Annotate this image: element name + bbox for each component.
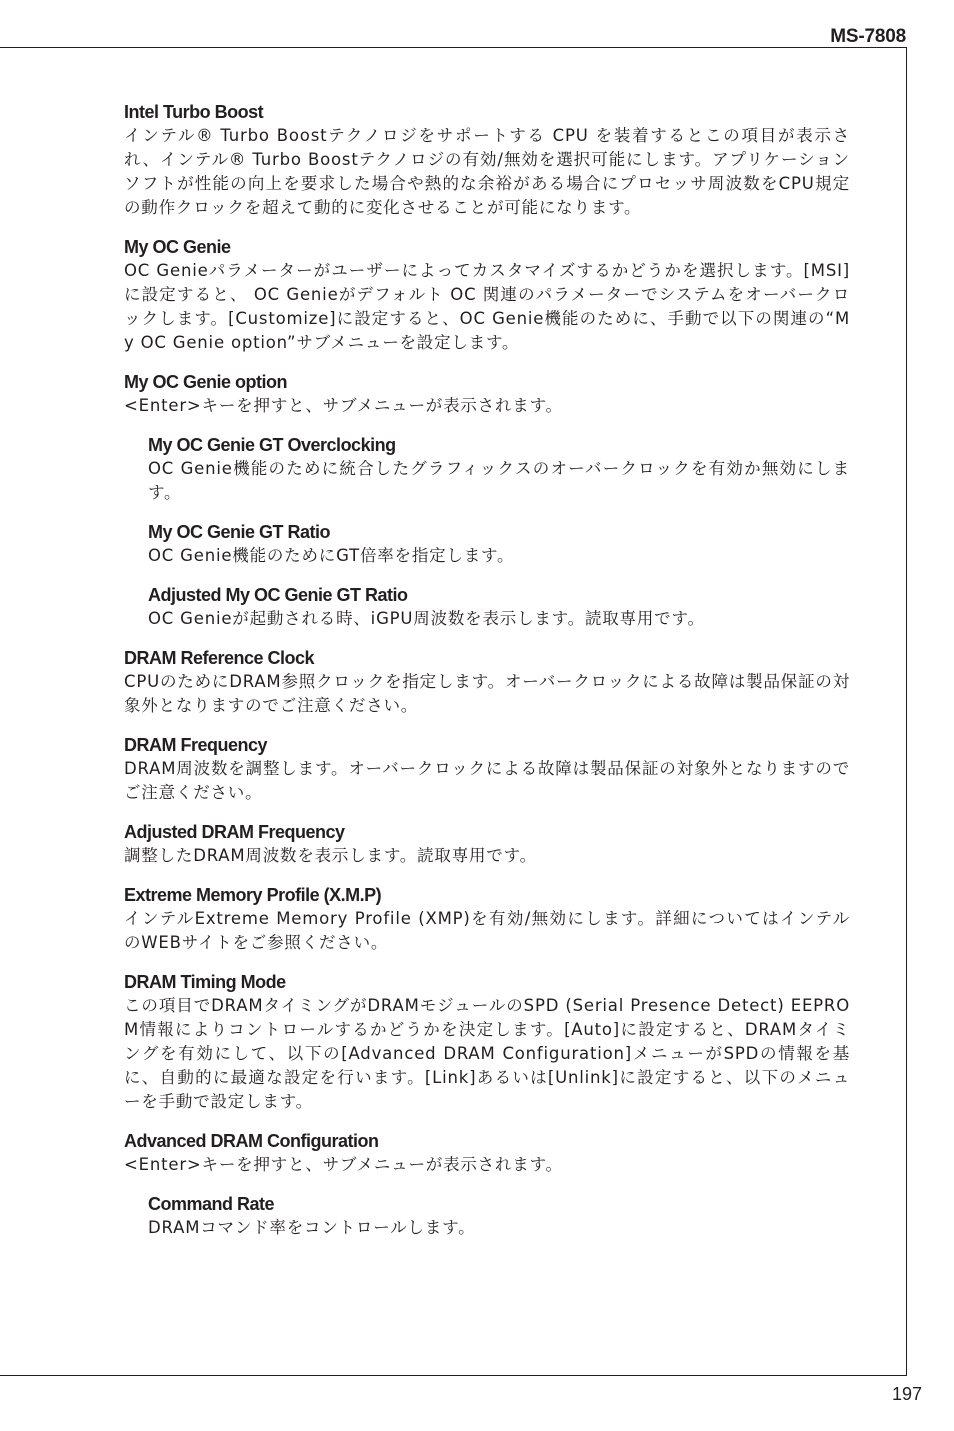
section-title: My OC Genie GT Ratio (148, 522, 331, 542)
section-advanced-dram-configuration (124, 1130, 850, 1177)
footer-rule (0, 1375, 907, 1376)
section-body: <Enter>キーを押すと、サブメニューが表示されます。 (124, 1155, 563, 1174)
section-title: DRAM Reference Clock (124, 648, 315, 668)
section-body: OC Genieパラメーターがユーザーによってカスタマイズするかどうかを選択します。[MSI]に設定すると、 OC Genieがデフォルト OC 関連のパラメーターでシステムをオーバークロックします。[Customize]に設定すると、OC Genie機能のために、手動で以下の関連の“My OC Genie option”サブメニューを設定します。 (124, 261, 850, 352)
section-dram-timing-mode (124, 971, 850, 1114)
section-title: My OC Genie (124, 237, 231, 257)
section-my-oc-genie (124, 236, 850, 355)
section-title: My OC Genie option (124, 372, 288, 392)
page-content (124, 101, 850, 1256)
section-title: Adjusted My OC Genie GT Ratio (148, 585, 408, 605)
section-dram-frequency (124, 734, 850, 805)
page-number: 197 (891, 1384, 922, 1404)
section-body: CPUのためにDRAM参照クロックを指定します。オーバークロックによる故障は製品保証の対象外となりますのでご注意ください。 (124, 672, 850, 715)
section-body: この項目でDRAMタイミングがDRAMモジュールのSPD (Serial Presence Detect) EEPROM情報によりコントロールするかどうかを決定します。[Auto]に設定すると、DRAMタイミングを有効にして、以下の[Advanced DRAM Configuration]メニューがSPDの情報を基に、自動的に最適な設定を行います。[Link]あるいは[Unlink]に設定すると、以下のメニューを手動で設定します。 (124, 996, 850, 1111)
section-title: Intel Turbo Boost (124, 102, 264, 122)
section-my-oc-genie-option (124, 371, 850, 418)
model-number: MS-7808 (830, 26, 906, 47)
section-title: Advanced DRAM Configuration (124, 1131, 379, 1151)
header-rule (0, 47, 907, 48)
section-xmp (124, 884, 850, 955)
section-body: 調整したDRAM周波数を表示します。読取専用です。 (124, 846, 537, 865)
section-title: My OC Genie GT Overclocking (148, 435, 396, 455)
section-dram-reference-clock (124, 647, 850, 718)
section-intel-turbo-boost (124, 101, 850, 220)
section-adjusted-gt-ratio (148, 584, 850, 631)
section-body: インテルExtreme Memory Profile (XMP)を有効/無効にします。詳細についてはインテルのWEBサイトをご参照ください。 (124, 909, 850, 952)
section-title: Adjusted DRAM Frequency (124, 822, 345, 842)
section-title: DRAM Frequency (124, 735, 268, 755)
section-title: Extreme Memory Profile (X.M.P) (124, 885, 382, 905)
section-command-rate (148, 1193, 850, 1240)
section-gt-ratio (148, 521, 850, 568)
section-title: DRAM Timing Mode (124, 972, 286, 992)
section-title: Command Rate (148, 1194, 275, 1214)
section-body: OC Genie機能のために統合したグラフィックスのオーバークロックを有効か無効にします。 (148, 459, 850, 502)
section-gt-overclocking (148, 434, 850, 505)
section-adjusted-dram-frequency (124, 821, 850, 868)
section-body: <Enter>キーを押すと、サブメニューが表示されます。 (124, 396, 563, 415)
section-body: OC Genie機能のためにGT倍率を指定します。 (148, 546, 515, 565)
section-body: インテル® Turbo Boostテクノロジをサポートする CPU を装着するとこの項目が表示され、インテル® Turbo Boostテクノロジの有効/無効を選択可能にします。アプリケーションソフトが性能の向上を要求した場合や熱的な余裕がある場合にプロセッサ周波数をCPU規定の動作クロックを超えて動的に変化させることが可能になります。 (124, 126, 850, 217)
section-body: DRAMコマンド率をコントロールします。 (148, 1218, 476, 1237)
section-body: OC Genieが起動される時、iGPU周波数を表示します。読取専用です。 (148, 609, 705, 628)
margin-rule (906, 47, 907, 1375)
section-body: DRAM周波数を調整します。オーバークロックによる故障は製品保証の対象外となりますのでご注意ください。 (124, 759, 850, 802)
